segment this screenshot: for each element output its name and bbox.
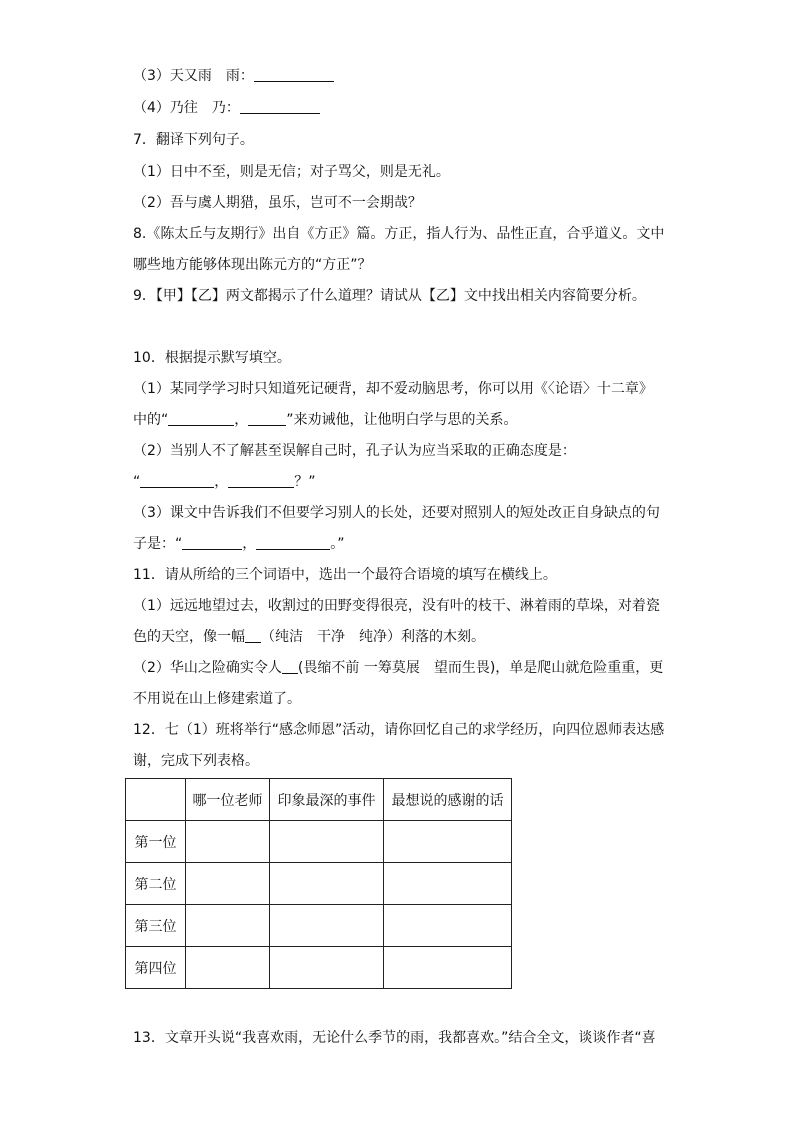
line-q6-4: （4）乃往 乃： <box>133 98 320 118</box>
answer-cell[interactable] <box>270 905 384 947</box>
thanks-table <box>125 778 512 989</box>
question-9: 9．【甲】【乙】两文都揭示了什么道理？请试从【乙】文中找出相关内容简要分析。 <box>133 288 646 304</box>
answer-cell[interactable] <box>384 821 512 863</box>
table-header-cell: 哪一位老师 <box>186 779 270 821</box>
answer-blank[interactable] <box>245 628 261 643</box>
answer-blank[interactable] <box>248 411 286 426</box>
question-11: 11．请从所给的三个词语中，选出一个最符合语境的填写在横线上。 <box>133 567 557 583</box>
answer-blank[interactable] <box>168 411 234 426</box>
answer-cell[interactable] <box>186 947 270 989</box>
answer-cell[interactable] <box>186 863 270 905</box>
question-8-line1: 8.《陈太丘与友期行》出自《方正》篇。方正，指人行为、品性正直，合乎道义。文中 <box>133 226 665 242</box>
question-7-1: （1）日中不至，则是无信；对子骂父，则是无礼。 <box>133 164 450 180</box>
row-label: 第四位 <box>126 947 186 989</box>
question-7-2: （2）吾与虞人期猎，虽乐，岂可不一会期哉？ <box>133 195 422 211</box>
row-label: 第三位 <box>126 905 186 947</box>
table-header-cell: 印象最深的事件 <box>270 779 384 821</box>
question-13: 13．文章开头说“我喜欢雨，无论什么季节的雨，我都喜欢。”结合全文，谈谈作者“喜 <box>133 1030 656 1046</box>
question-10-3-line2: 子是：“ ， 。” <box>133 536 345 552</box>
question-10-3-line1: （3）课文中告诉我们不但要学习别人的长处，还要对照别人的短处改正自身缺点的句 <box>133 505 660 521</box>
answer-blank[interactable] <box>240 99 320 114</box>
table-row <box>126 905 512 947</box>
question-10-2-line2: “ ， ？” <box>133 474 316 490</box>
answer-cell[interactable] <box>384 947 512 989</box>
table-row <box>126 821 512 863</box>
question-12-line2: 谢，完成下列表格。 <box>133 753 259 769</box>
table-row <box>126 947 512 989</box>
question-10-2-line1: （2）当别人不了解甚至误解自己时，孔子认为应当采取的正确态度是： <box>133 443 576 459</box>
answer-cell[interactable] <box>270 863 384 905</box>
answer-blank[interactable] <box>140 473 214 488</box>
question-11-1-line1: （1）远远地望过去，收割过的田野变得很亮，没有叶的枝干、淋着雨的草垛，对着瓷 <box>133 598 660 614</box>
table-row <box>126 863 512 905</box>
row-label: 第二位 <box>126 863 186 905</box>
table-header-row <box>126 779 512 821</box>
question-11-2-line1: （2）华山之险确实令人 (畏缩不前 一筹莫展 望而生畏)，单是爬山就危险重重，更 <box>133 660 664 676</box>
question-10-1-line2: 中的“ ， ”来劝诫他，让他明白学与思的关系。 <box>133 412 518 428</box>
answer-blank[interactable] <box>256 535 330 550</box>
answer-blank[interactable] <box>254 67 334 82</box>
question-7: 7．翻译下列句子。 <box>133 132 254 148</box>
line-q6-3: （3）天又雨 雨： <box>133 66 334 86</box>
answer-cell[interactable] <box>384 905 512 947</box>
answer-cell[interactable] <box>186 905 270 947</box>
table-header-cell <box>126 779 186 821</box>
answer-cell[interactable] <box>270 821 384 863</box>
question-12-line1: 12．七（1）班将举行“感念师恩”活动，请你回忆自己的求学经历，向四位恩师表达感 <box>133 722 665 738</box>
question-11-1-line2: 色的天空，像一幅 （纯洁 干净 纯净）利落的木刻。 <box>133 629 485 645</box>
answer-blank[interactable] <box>182 535 242 550</box>
question-11-2-line2: 不用说在山上修建索道了。 <box>133 691 301 707</box>
question-8-line2: 哪些地方能够体现出陈元方的“方正”？ <box>133 257 372 273</box>
answer-blank[interactable] <box>228 473 294 488</box>
answer-cell[interactable] <box>384 863 512 905</box>
row-label: 第一位 <box>126 821 186 863</box>
table-header-cell: 最想说的感谢的话 <box>384 779 512 821</box>
question-10: 10．根据提示默写填空。 <box>133 350 291 366</box>
question-10-1-line1: （1）某同学学习时只知道死记硬背，却不爱动脑思考，你可以用《〈论语〉十二章》 <box>133 381 653 397</box>
answer-blank[interactable] <box>282 659 298 674</box>
answer-cell[interactable] <box>186 821 270 863</box>
answer-cell[interactable] <box>270 947 384 989</box>
